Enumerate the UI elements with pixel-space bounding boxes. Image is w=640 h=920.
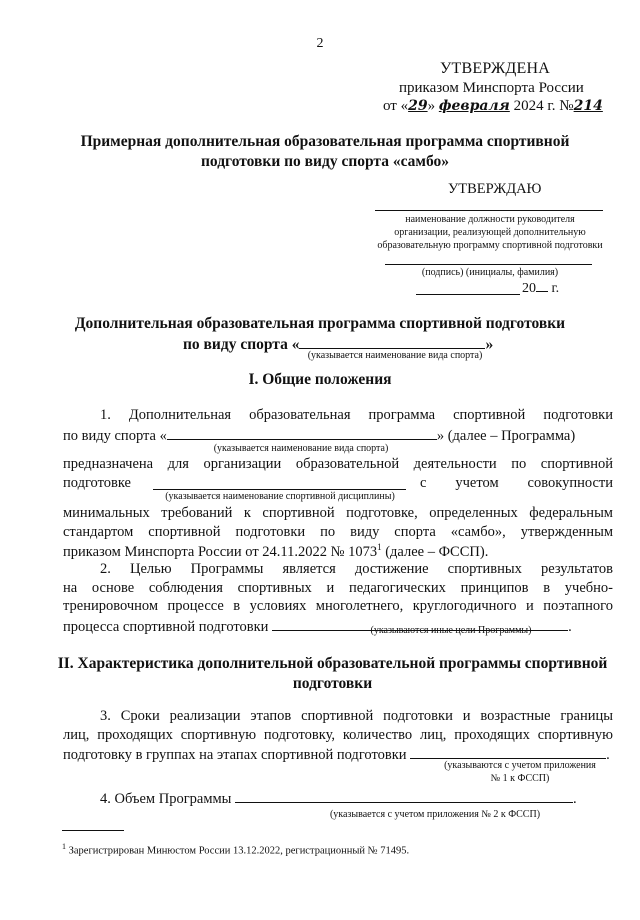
p4-text: 4. Объем Программы bbox=[100, 791, 232, 807]
approval-date-year: 2024 г. № bbox=[513, 98, 574, 114]
footnote-text: Зарегистрирован Минюстом России 13.12.2022, регистрационный № 71495. bbox=[66, 845, 410, 857]
p1-line-2a: по виду спорта « bbox=[63, 428, 167, 444]
head-approval-date bbox=[522, 281, 559, 297]
document-title-line-2: подготовки по виду спорта «самбо» bbox=[200, 153, 450, 170]
footnote bbox=[62, 842, 409, 857]
p3-line-3b: . bbox=[606, 747, 610, 763]
date-blank-line bbox=[416, 294, 520, 295]
p4-end: . bbox=[573, 791, 577, 807]
p1-line-7a: приказом Минспорта России от 24.11.2022 № 1073 bbox=[63, 543, 378, 560]
p1-line-6 bbox=[63, 524, 613, 541]
sport-name-blank bbox=[299, 334, 485, 349]
document-title-line-1: Примерная дополнительная образовательная программа спортивной bbox=[80, 133, 570, 150]
section-2-heading-line-1: II. Характеристика дополнительной образовательной программы спортивной bbox=[57, 655, 608, 672]
signature-note: (подпись) (инициалы, фамилия) bbox=[421, 267, 559, 278]
head-approval-label: УТВЕРЖДАЮ bbox=[448, 181, 542, 197]
p3-line-2-text: лиц, проходящих спортивную подготовку, количество лиц, проходящих спортивную bbox=[63, 727, 613, 743]
approval-number: 214 bbox=[573, 98, 603, 114]
approval-date-month: февраля bbox=[438, 98, 510, 114]
program-title-line-1: Дополнительная образовательная программа спортивной подготовки bbox=[74, 315, 566, 332]
p1-line-2b: » (далее – Программа) bbox=[436, 428, 576, 444]
approval-order-line: приказом Минспорта России bbox=[399, 80, 584, 96]
p1-note-1: (указывается наименование вида спорта) bbox=[213, 443, 389, 454]
p4-volume-blank bbox=[235, 789, 573, 803]
p1-line-6-text: стандартом спортивной подготовки по виду спорта «самбо», утвержденным bbox=[63, 524, 613, 540]
document-title bbox=[60, 132, 590, 172]
date-year-blank bbox=[536, 281, 548, 292]
p1-line-4b-text: с учетом совокупности bbox=[420, 475, 613, 491]
footnote-separator bbox=[62, 830, 124, 831]
p1-line-1 bbox=[63, 407, 613, 424]
p1-line-3-text: предназначена для организации образовательной деятельности по спортивной bbox=[63, 456, 613, 472]
p1-line-4a: подготовке bbox=[63, 475, 131, 491]
footnote-mark: 1 bbox=[62, 842, 66, 851]
p3-note bbox=[420, 759, 620, 785]
p2-note: (указываются иные цели Программы) bbox=[370, 625, 532, 636]
approval-date-line bbox=[383, 98, 603, 115]
footnote-ref: 1 bbox=[377, 542, 382, 552]
section-2-heading bbox=[55, 654, 610, 694]
position-note-line-3: образовательную программу спортивной подготовки bbox=[377, 240, 603, 251]
section-2-heading-line-2: подготовки bbox=[292, 675, 373, 692]
p1-line-7 bbox=[63, 542, 488, 561]
p2-line-1-text: 2. Целью Программы является достижение спортивных результатов bbox=[100, 561, 613, 577]
page-number: 2 bbox=[316, 36, 324, 51]
p2-line-3-text: тренировочном процессе в условиях многолетнего, круглогодичного и поэтапного bbox=[63, 598, 613, 614]
p4-note: (указывается с учетом приложения № 2 к ФССП) bbox=[329, 809, 541, 820]
p1-line-3 bbox=[63, 456, 613, 473]
signature-blank-line bbox=[385, 264, 592, 265]
program-title-line-2-start: по виду спорта « bbox=[183, 336, 300, 353]
date-year-suffix: г. bbox=[551, 281, 560, 296]
p2-line-1 bbox=[63, 561, 613, 578]
p1-note-2: (указывается наименование спортивной дисциплины) bbox=[165, 491, 395, 502]
position-note-line-2: организации, реализующей дополнительную bbox=[394, 227, 586, 238]
program-title-note: (указывается наименование вида спорта) bbox=[307, 350, 483, 361]
p1-sport-blank bbox=[167, 426, 437, 440]
p1-line-5-text: минимальных требований к спортивной подготовке, определенных федеральным bbox=[63, 505, 613, 521]
date-year-prefix: 20 bbox=[522, 281, 536, 296]
p3-note-line-1: (указываются с учетом приложения bbox=[444, 760, 596, 771]
p1-line-4b bbox=[420, 475, 613, 492]
position-note bbox=[360, 213, 620, 252]
p3-note-line-2: № 1 к ФССП) bbox=[490, 773, 550, 784]
section-1-heading: I. Общие положения bbox=[248, 371, 392, 388]
p3-line-2 bbox=[63, 727, 613, 744]
approval-title: УТВЕРЖДЕНА bbox=[440, 60, 551, 77]
approval-date-day: 29 bbox=[408, 98, 428, 114]
approval-date-mid: » bbox=[427, 98, 436, 114]
p2-line-2 bbox=[63, 580, 613, 597]
p2-line-3 bbox=[63, 598, 613, 615]
position-note-line-1: наименование должности руководителя bbox=[405, 214, 575, 225]
p3-line-1 bbox=[63, 708, 613, 725]
p3-terms-blank bbox=[410, 745, 606, 759]
p2-line-4b: . bbox=[568, 619, 572, 635]
p2-line-4a: процесса спортивной подготовки bbox=[63, 619, 269, 635]
approval-date-from: от « bbox=[383, 98, 409, 114]
position-blank-line bbox=[375, 210, 603, 211]
p1-line-1-text: 1. Дополнительная образовательная программа спортивной подготовки bbox=[100, 407, 613, 423]
p3-line-3a: подготовку в группах на этапах спортивной подготовки bbox=[63, 747, 407, 763]
p1-line-5 bbox=[63, 505, 613, 522]
p4-line bbox=[100, 789, 577, 808]
p1-line-7b: (далее – ФССП). bbox=[381, 543, 489, 560]
p3-line-1-text: 3. Сроки реализации этапов спортивной подготовки и возрастные границы bbox=[100, 708, 613, 724]
p2-line-2-text: на основе соблюдения спортивных и педагогических принципов в учебно- bbox=[63, 580, 613, 596]
program-title-line-2-end: » bbox=[485, 336, 494, 353]
program-title bbox=[60, 314, 580, 334]
